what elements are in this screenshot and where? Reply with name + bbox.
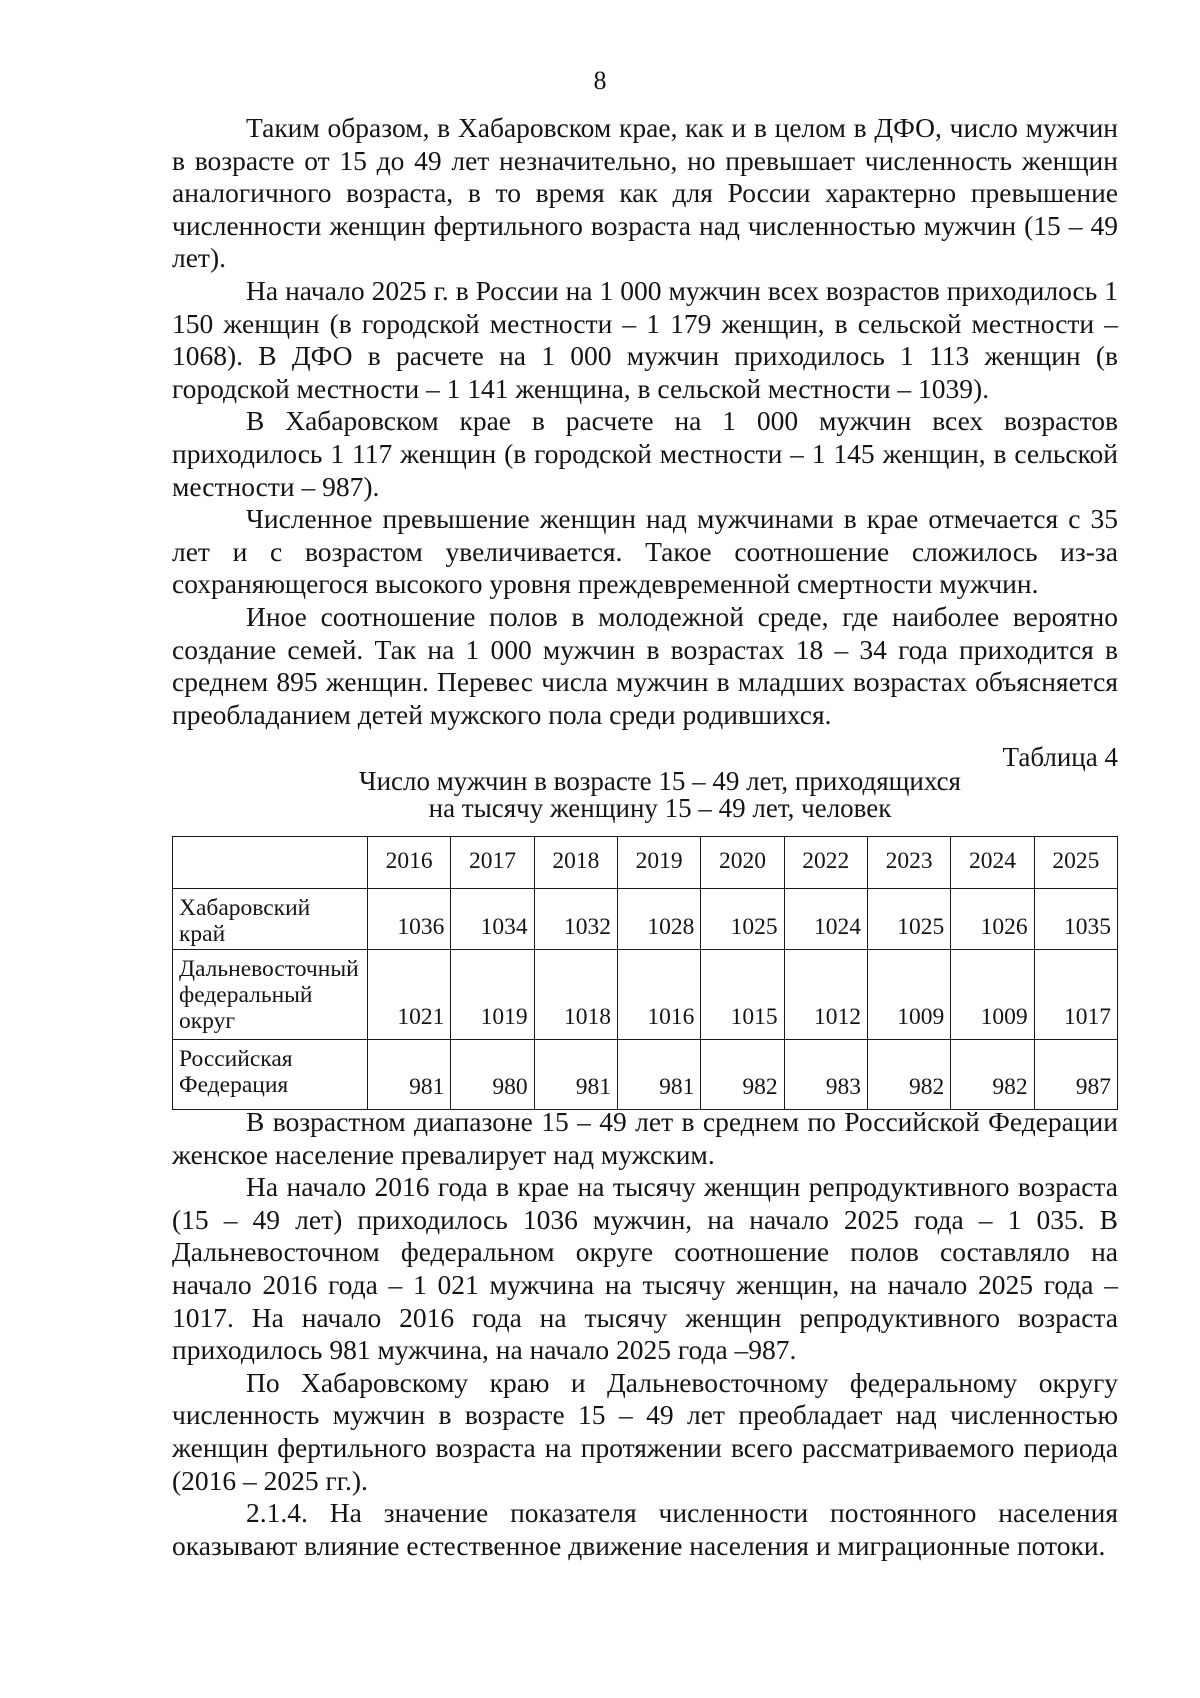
region-cell [173, 1040, 368, 1110]
year-header: 2022 [784, 837, 867, 889]
year-header: 2025 [1034, 837, 1117, 889]
value-cell: 1035 [1034, 889, 1117, 950]
table-caption [280, 768, 1040, 822]
region-name: Федерация [179, 1072, 289, 1098]
table-caption-line: Число мужчин в возрасте 15 – 49 лет, приходящихся [359, 766, 961, 796]
table-caption-line: на тысячу женщину 15 – 49 лет, человек [428, 793, 892, 823]
year-header: 2023 [867, 837, 950, 889]
year-header: 2017 [451, 837, 534, 889]
table-label: Таблица 4 [1002, 742, 1118, 772]
table-header-row [173, 837, 1118, 889]
value-cell: 982 [701, 1040, 784, 1110]
value-cell: 1025 [867, 889, 950, 950]
paragraph: Таким образом, в Хабаровском крае, как и в целом в ДФО, число мужчин в возрасте от 15 до 49 лет незначительно, но превышает численность женщин аналогичного возраста, в то время как для России характерно превышение численности женщин фертильного возраста над численностью мужчин (15 – 49 лет). [172, 112, 1118, 274]
region-name: федеральный округ [179, 982, 313, 1034]
value-cell: 987 [1034, 1040, 1117, 1110]
value-cell: 1026 [951, 889, 1034, 950]
value-cell: 1012 [784, 950, 867, 1040]
value-cell: 982 [867, 1040, 950, 1110]
value-cell: 982 [951, 1040, 1034, 1110]
region-cell [173, 950, 368, 1040]
paragraph: На начало 2025 г. в России на 1 000 мужчин всех возрастов приходилось 1 150 женщин (в городской местности – 1 179 женщин, в сельской местности – 1068). В ДФО в расчете на 1 000 мужчин приходилось 1 113 женщин (в городской местности – 1 141 женщина, в сельской местности – 1039). [172, 274, 1118, 404]
table-row [173, 889, 1118, 950]
value-cell: 981 [534, 1040, 617, 1110]
value-cell: 1034 [451, 889, 534, 950]
value-cell: 1017 [1034, 950, 1117, 1040]
year-header: 2020 [701, 837, 784, 889]
paragraph: 2.1.4. На значение показателя численности постоянного населения оказывают влияние естественное движение населения и миграционные потоки. [172, 1497, 1118, 1561]
region-name: Хабаровский край [179, 895, 311, 947]
value-cell: 981 [617, 1040, 700, 1110]
value-cell: 1028 [617, 889, 700, 950]
value-cell: 1016 [617, 950, 700, 1040]
sex-ratio-table [172, 836, 1118, 1110]
year-header: 2018 [534, 837, 617, 889]
region-cell [173, 889, 368, 950]
year-header: 2024 [951, 837, 1034, 889]
value-cell: 1009 [951, 950, 1034, 1040]
value-cell: 1019 [451, 950, 534, 1040]
body-text-bottom [172, 1106, 1118, 1562]
value-cell: 980 [451, 1040, 534, 1110]
year-header: 2016 [368, 837, 451, 889]
value-cell: 1036 [368, 889, 451, 950]
paragraph: По Хабаровскому краю и Дальневосточному федеральному округу численность мужчин в возрасте 15 – 49 лет преобладает над численностью женщин фертильного возраста на протяжении всего рассматриваемого периода (2016 – 2025 гг.). [172, 1366, 1118, 1496]
value-cell: 981 [368, 1040, 451, 1110]
value-cell: 983 [784, 1040, 867, 1110]
value-cell: 1024 [784, 889, 867, 950]
value-cell: 1018 [534, 950, 617, 1040]
value-cell: 1032 [534, 889, 617, 950]
paragraph: В возрастном диапазоне 15 – 49 лет в среднем по Российской Федерации женское население превалирует над мужским. [172, 1106, 1118, 1170]
body-text-top [172, 112, 1118, 731]
value-cell: 1015 [701, 950, 784, 1040]
table-row [173, 1040, 1118, 1110]
paragraph: Численное превышение женщин над мужчинами в крае отмечается с 35 лет и с возрастом увеличивается. Такое соотношение сложилось из-за сохраняющегося высокого уровня преждевременной смертности мужчин. [172, 503, 1118, 600]
year-header: 2019 [617, 837, 700, 889]
value-cell: 1025 [701, 889, 784, 950]
paragraph: В Хабаровском крае в расчете на 1 000 мужчин всех возрастов приходилось 1 117 женщин (в городской местности – 1 145 женщин, в сельской местности – 987). [172, 405, 1118, 502]
table-header-empty [173, 837, 368, 889]
value-cell: 1021 [368, 950, 451, 1040]
paragraph: Иное соотношение полов в молодежной среде, где наиболее вероятно создание семей. Так на 1 000 мужчин в возрастах 18 – 34 года приходится в среднем 895 женщин. Перевес числа мужчин в младших возрастах объясняется преобладанием детей мужского пола среди родившихся. [172, 600, 1118, 730]
page-number: 8 [593, 66, 607, 95]
paragraph: На начало 2016 года в крае на тысячу женщин репродуктивного возраста (15 – 49 лет) приходилось 1036 мужчин, на начало 2025 года – 1 035. В Дальневосточном федеральном округе соотношение полов составляло на начало 2016 года – 1 021 мужчина на тысячу женщин, на начало 2025 года – 1017. На начало 2016 года на тысячу женщин репродуктивного возраста приходилось 981 мужчина, на начало 2025 года –987. [172, 1171, 1118, 1366]
region-name: Российская [179, 1046, 293, 1072]
value-cell: 1009 [867, 950, 950, 1040]
table-row [173, 950, 1118, 1040]
region-name: Дальневосточный [179, 956, 359, 982]
